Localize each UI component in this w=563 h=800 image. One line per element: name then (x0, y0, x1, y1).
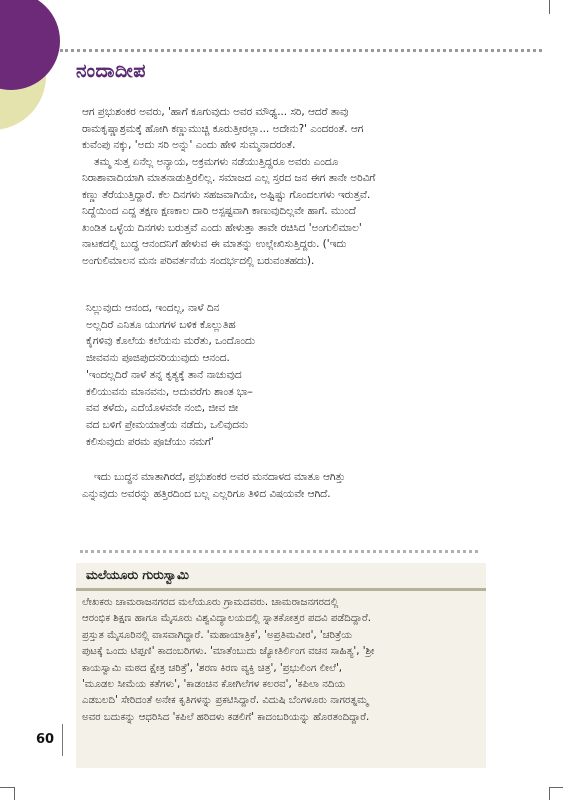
poem-line: ಅಲ್ಲದಿರೆ ಎನಿತೂ ಯುಗಗಳ ಬಳಿಕ ಕೊಲ್ಲುತಿಹ (86, 318, 236, 331)
poem-line: ಕೈಗಳಿವು ಕೊಲೆಯ ಕಲೆಯನು ಮರೆತು, ಒಂದೊಂದು (86, 335, 256, 348)
page-number: 60 (36, 732, 55, 747)
prose-line: ರಾಮಕೃಷ್ಣಾಶ್ರಮಕ್ಕೆ ಹೋಗಿ ಕಣ್ಣುಮುಚ್ಚಿ ಕೂರುತ್ತೀರಲ್ಲಾ... ಅದೇನು?' ಎಂದರಂತೆ. ಆಗ (82, 122, 364, 135)
author-bio-line: ಎಡಬಲದಿ' ಸೇರಿದಂತೆ ಅನೇಕ ಕೃತಿಗಳನ್ನು ಪ್ರಕಟಿಸಿದ್ದಾರೆ. ವಿದುಷಿ ಬೆಂಗಳೂರು ನಾಗರತ್ನಮ್ಮ (82, 695, 369, 707)
poem-line: ಜೀವವನು ಪೂಜಿಪುದನರಿಯುವುದು ಆನಂದ. (86, 352, 230, 365)
poem-line: ಕಲಿಯುವನು ಮಾನವನು, ಅದುವರೆಗು ಶಾಂತ ಭಾ– (86, 385, 253, 398)
section-dotted-divider (80, 550, 478, 553)
crop-mark-bottom-left (0, 787, 14, 788)
poem-line: ವವ ತಳೆದು, ಎದೆಯೊಳವನೇ ನಂಬಿ, ಜೀವ ಜೀ (86, 402, 239, 415)
author-bio-line: 'ಮೂಡಲ ಸೀಮೆಯ ಕತೆಗಳು', 'ಕಾಡಂಚಿನ ಕೋಗಿಲೆಗಳ ಕಲರವ', 'ಕಪಿಲಾ ನದಿಯ (82, 679, 346, 691)
prose-line: ಅಂಗುಲಿಮಾಲನ ಮನಃ ಪರಿವರ್ತನೆಯ ಸಂದರ್ಭದಲ್ಲಿ ಬರುವಂತಹದು). (82, 254, 315, 267)
author-bio-line: ಕಾಯಸ್ವಾಮಿ ಮಠದ ಕ್ಷೇತ್ರ ಚರಿತ್ರೆ', 'ಶರಣ ಕಿರಣ ವ್ಯಕ್ತಿ ಚಿತ್ರ', 'ಪ್ರಭುಲಿಂಗ ಲೀಲೆ', (82, 662, 343, 674)
author-bio-line: ಅವರ ಬದುಕನ್ನು ಆಧರಿಸಿದ 'ಕಪಿಲೆ ಹರಿದಳು ಕಡಲಿಗೆ' ಕಾದಂಬರಿಯನ್ನು ಹೊರತಂದಿದ್ದಾರೆ. (82, 711, 370, 723)
prose-line: ನಾಟಕದಲ್ಲಿ ಬುದ್ಧ ಆನಂದನಿಗೆ ಹೇಳುವ ಈ ಮಾತನ್ನು ಉಲ್ಲೇಖಿಸುತ್ತಿದ್ದರು. ('ಇದು (82, 238, 347, 250)
crop-mark-bottom-right-vertical (549, 787, 550, 800)
crop-mark-bottom-left-vertical (14, 787, 15, 800)
prose-block (82, 104, 486, 269)
prose-line: ತಮ್ಮ ಸುತ್ತ ಏನೆಲ್ಲ ಅನ್ಯಾಯ, ಅಕ್ರಮಗಳು ನಡೆಯುತ್ತಿದ್ದರೂ ಅವರು ಎಂದೂ (94, 155, 339, 168)
author-bio (82, 595, 480, 726)
poem-line: ನಿಲ್ಲುವುದು ಆನಂದ, ಇಂದಲ್ಲ, ನಾಳೆ ದಿನ (86, 302, 220, 314)
author-bio-line: ಲೇಖಕರು ಚಾಮರಾಜನಗರದ ಮಲೆಯೂರು ಗ್ರಾಮದವರು. ಚಾಮರಾಜನಗರದಲ್ಲಿ (82, 597, 339, 608)
crop-mark-top-right-vertical (549, 0, 550, 14)
poem-line: ವದ ಬಳಿಗೆ ಪ್ರೇಮಯಾತ್ರೆಯ ನಡೆದು, ಒಲಿವುದನು (86, 418, 249, 431)
prose-line: ಕುವೆಂಪು ನಕ್ಕು, 'ಅದು ಸರಿ ಅನ್ನು' ಎಂದು ಹೇಳಿ ಸುಮ್ಮನಾದರಂತೆ. (82, 139, 296, 151)
crop-mark-bottom-right (549, 787, 563, 788)
closing-line: ಇದು ಬುದ್ಧನ ಮಾತಾಗಿರದೆ, ಪ್ರಭುಶಂಕರ ಅವರ ಮನದಾಳದ ಮಾತೂ ಆಗಿತ್ತು (94, 471, 346, 483)
page-number-rule (62, 724, 63, 756)
closing-line: ಎನ್ನುವುದು ಅವರನ್ನು ಹತ್ತಿರದಿಂದ ಬಲ್ಲ ಎಲ್ಲರಿಗೂ ತಿಳಿದ ವಿಷಯವೇ ಆಗಿದೆ. (82, 487, 331, 500)
prose-line: ಖಂಡಿತ ಒಳ್ಳೆಯ ದಿನಗಳು ಬರುತ್ತವೆ ಎಂದು ಹೇಳುತ್ತಾ ತಾವೇ ರಚಿಸಿದ 'ಅಂಗುಲಿಮಾಲ' (82, 221, 362, 234)
poem-line: 'ಇಂದಲ್ಲದಿರೆ ನಾಳೆ ತನ್ನ ಕೃತ್ಯಕ್ಕೆ ತಾನೆ ನಾಚುವುದ (86, 368, 242, 381)
prose-line: ನಿರಾಶಾವಾದಿಯಾಗಿ ಮಾತನಾಡುತ್ತಿರಲಿಲ್ಲ. ಸಮಾಜದ ಎಲ್ಲ ಸ್ತರದ ಜನ ಈಗ ತಾನೇ ಅರಿವಿಗೆ (82, 172, 376, 184)
decorative-circle-dark (0, 0, 60, 90)
prose-line: ಕಣ್ಣು ತೆರೆಯುತ್ತಿದ್ದಾರೆ. ಕೆಲ ದಿನಗಳು ಸಹಜವಾಗಿಯೇ, ಅಷ್ಟಿಷ್ಟು ಗೊಂದಲಗಳು ಇರುತ್ತವೆ. (82, 188, 371, 201)
page-title: ನಂದಾದೀಪ (76, 60, 146, 82)
header-dotted-divider (60, 49, 542, 52)
author-bio-line: ಪ್ರಸ್ತುತ ಮೈಸೂರಿನಲ್ಲಿ ವಾಸವಾಗಿದ್ದಾರೆ. 'ಮಹಾಯಾತ್ರಿಕ', 'ಅಪ್ರತಿಮವೀರ', 'ಚರಿತ್ರೆಯ (82, 629, 353, 641)
closing-paragraph (82, 469, 486, 502)
prose-line: ನಿದ್ದೆಯಿಂದ ಎದ್ದ ತಕ್ಷಣ ಕ್ಷಣಕಾಲ ದಾರಿ ಅಸ್ಪಷ್ಟವಾಗಿ ಕಾಣುವುದಿಲ್ಲವೇ ಹಾಗೆ. ಮುಂದೆ (82, 205, 356, 217)
author-name-heading: ಮಲೆಯೂರು ಗುರುಸ್ವಾಮಿ (86, 567, 189, 582)
author-heading-underline (76, 588, 486, 591)
poem-block (86, 300, 486, 450)
author-bio-line: ಆರಂಭಿಕ ಶಿಕ್ಷಣ ಹಾಗೂ ಮೈಸೂರು ವಿಶ್ವವಿದ್ಯಾಲಯದಲ್ಲಿ ಸ್ನಾತಕೋತ್ತರ ಪದವಿ ಪಡೆದಿದ್ದಾರೆ. (82, 613, 372, 625)
author-bio-line: ಪುಟಕ್ಕೆ ಒಂದು ಟಿಪ್ಪಣಿ' ಕಾದಂಬರಿಗಳು. 'ಮಾತೆಂಬುದು ಜ್ಯೋತಿರ್ಲಿಂಗ ವಚನ ಸಾಹಿತ್ಯ', 'ಶ್ರೀ (82, 646, 375, 658)
poem-line: ಕಲಿಸುವುದು ಪರಮ ಪೂಜೆಯು ನಮಗೆ' (86, 435, 214, 448)
prose-line: ಆಗ ಪ್ರಭುಶಂಕರ ಅವರು, 'ಹಾಗೆ ಕೂಗುವುದು ಅವರ ಮೌಢ್ಯ... ಸರಿ, ಆದರೆ ತಾವು (82, 106, 349, 118)
